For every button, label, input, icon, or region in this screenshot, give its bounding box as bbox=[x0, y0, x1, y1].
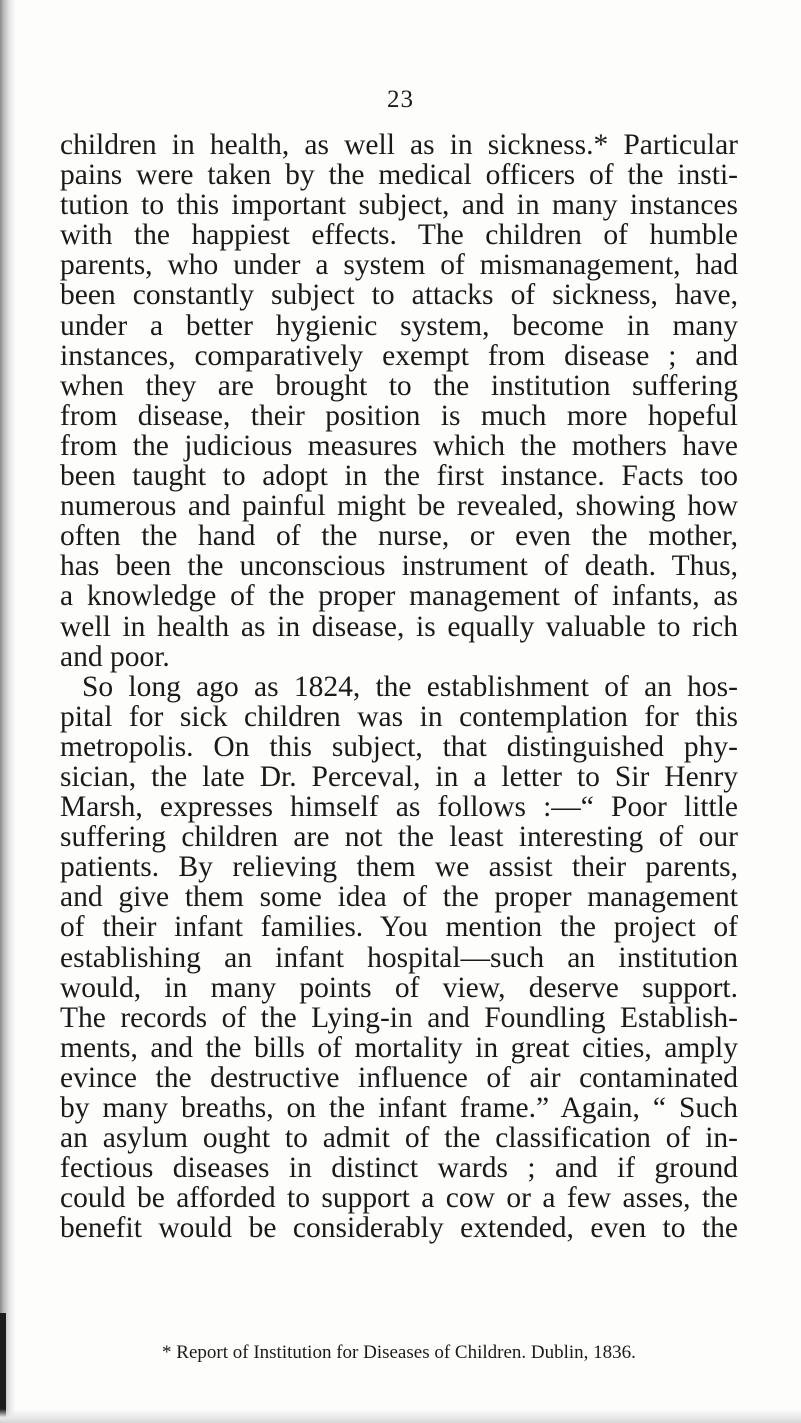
text-line: suffering children are not the least interesting of our bbox=[60, 821, 738, 854]
text-line: tution to this important subject, and in many instances bbox=[60, 189, 738, 222]
text-line: metropolis. On this subject, that distinguished phy- bbox=[60, 730, 738, 763]
text-line: Marsh, expresses himself as follows :—“ Poor little bbox=[60, 791, 738, 824]
text-line: evince the destructive influence of air contaminated bbox=[60, 1061, 738, 1094]
binding-shadow bbox=[0, 0, 16, 1423]
text-line: establishing an infant hospital—such an institution bbox=[60, 941, 738, 974]
text-line: pains were taken by the medical officers of the insti- bbox=[60, 159, 738, 192]
text-line: sician, the late Dr. Perceval, in a letter to Sir Henry bbox=[60, 760, 738, 793]
paragraph-end-line: and poor. bbox=[60, 640, 170, 673]
footnote: * Report of Institution for Diseases of Children. Dublin, 1836. bbox=[162, 1342, 636, 1363]
text-line: been taught to adopt in the first instance. Facts too bbox=[60, 460, 738, 493]
text-line: could be afforded to support a cow or a few asses, the bbox=[60, 1182, 738, 1215]
text-line: The records of the Lying-in and Foundling Establish- bbox=[60, 1001, 738, 1034]
text-line: well in health as in disease, is equally valuable to rich bbox=[60, 610, 738, 643]
text-line: patients. By relieving them we assist their parents, bbox=[60, 851, 738, 884]
text-line: from the judicious measures which the mothers have bbox=[60, 429, 738, 462]
text-line: from disease, their position is much more hopeful bbox=[60, 399, 738, 432]
text-line: a knowledge of the proper management of infants, as bbox=[60, 580, 738, 613]
text-line: of their infant families. You mention the project of bbox=[60, 911, 738, 944]
text-line: an asylum ought to admit of the classification of in- bbox=[60, 1122, 738, 1155]
text-line: children in health, as well as in sickness.* Particular bbox=[60, 129, 738, 161]
text-line: with the happiest effects. The children of humble bbox=[60, 219, 738, 252]
text-line: under a better hygienic system, become in many bbox=[60, 309, 738, 342]
text-line: when they are brought to the institution suffering bbox=[60, 369, 738, 402]
text-line: instances, comparatively exempt from disease ; and bbox=[60, 339, 738, 372]
page-bottom-edge bbox=[0, 1409, 801, 1423]
text-line: benefit would be considerably extended, even to the bbox=[60, 1212, 738, 1245]
text-line: ments, and the bills of mortality in great cities, amply bbox=[60, 1031, 738, 1064]
text-line: pital for sick children was in contemplation for this bbox=[60, 700, 738, 733]
text-line: numerous and painful might be revealed, showing how bbox=[60, 490, 738, 523]
text-line: often the hand of the nurse, or even the mother, bbox=[60, 520, 738, 553]
text-line: and give them some idea of the proper management bbox=[60, 881, 738, 914]
text-line: by many breaths, on the infant frame.” Again, “ Such bbox=[60, 1092, 738, 1124]
text-line: fectious diseases in distinct wards ; and if ground bbox=[60, 1152, 738, 1185]
text-line: been constantly subject to attacks of sickness, have, bbox=[60, 279, 738, 312]
text-line: parents, who under a system of mismanagement, had bbox=[60, 249, 738, 282]
body-text bbox=[60, 130, 738, 1243]
text-line: would, in many points of view, deserve support. bbox=[60, 971, 738, 1004]
text-line: has been the unconscious instrument of death. Thus, bbox=[60, 550, 738, 583]
page-number: 23 bbox=[387, 86, 414, 113]
paragraph-start-line: So long ago as 1824, the establishment of an hos- bbox=[82, 670, 738, 703]
